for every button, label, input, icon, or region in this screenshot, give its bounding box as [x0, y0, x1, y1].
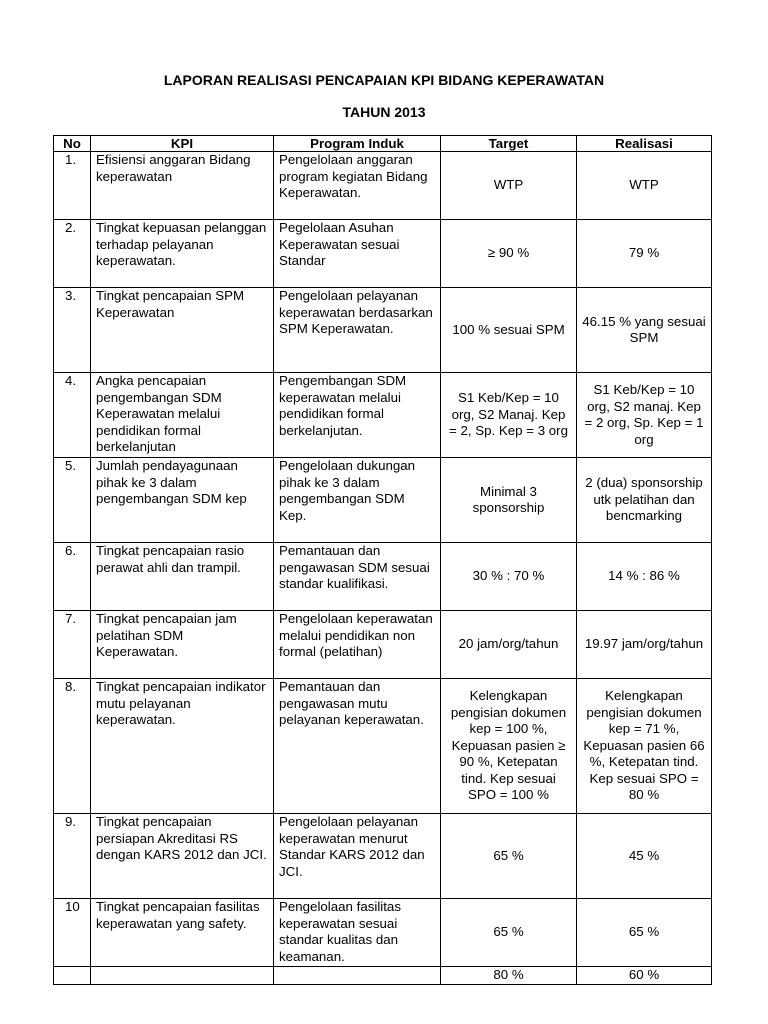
- header-target: Target: [441, 136, 577, 152]
- cell-kpi: Tingkat pencapaian indikator mutu pelayanan keperawatan.: [91, 679, 274, 814]
- table-row: [54, 899, 712, 967]
- cell-no: [54, 967, 91, 985]
- cell-kpi: Efisiensi anggaran Bidang keperawatan: [91, 152, 274, 220]
- table-row: [54, 458, 712, 543]
- header-kpi: KPI: [91, 136, 274, 152]
- cell-program: Pengelolaan pelayanan keperawatan menurut Standar KARS 2012 dan JCI.: [274, 814, 441, 899]
- table-row: [54, 814, 712, 899]
- cell-no: 9.: [54, 814, 91, 899]
- cell-no: 7.: [54, 611, 91, 679]
- cell-realisasi: 14 % : 86 %: [577, 543, 712, 611]
- cell-program: Pengelolaan pelayanan keperawatan berdasarkan SPM Keperawatan.: [274, 288, 441, 373]
- cell-realisasi: Kelengkapan pengisian dokumen kep = 71 %, Kepuasan pasien 66 %, Ketepatan tind. Kep sesuai SPO = 80 %: [577, 679, 712, 814]
- cell-kpi: Tingkat pencapaian persiapan Akreditasi RS dengan KARS 2012 dan JCI.: [91, 814, 274, 899]
- cell-no: 6.: [54, 543, 91, 611]
- cell-program: Pengelolaan keperawatan melalui pendidikan non formal (pelatihan): [274, 611, 441, 679]
- cell-no: 3.: [54, 288, 91, 373]
- cell-program: Pengelolaan fasilitas keperawatan sesuai standar kualitas dan keamanan.: [274, 899, 441, 967]
- kpi-table: [53, 135, 712, 985]
- cell-program: Pengelolaan dukungan pihak ke 3 dalam pengembangan SDM Kep.: [274, 458, 441, 543]
- cell-realisasi: WTP: [577, 152, 712, 220]
- cell-program: Pemantauan dan pengawasan mutu pelayanan keperawatan.: [274, 679, 441, 814]
- cell-program: Pemantauan dan pengawasan SDM sesuai standar kualifikasi.: [274, 543, 441, 611]
- cell-target: 65 %: [441, 814, 577, 899]
- cell-kpi: Tingkat pencapaian SPM Keperawatan: [91, 288, 274, 373]
- cell-realisasi: S1 Keb/Kep = 10 org, S2 manaj. Kep = 2 org, Sp. Kep = 1 org: [577, 373, 712, 458]
- cell-kpi: Tingkat kepuasan pelanggan terhadap pelayanan keperawatan.: [91, 220, 274, 288]
- cell-target: Minimal 3 sponsorship: [441, 458, 577, 543]
- cell-realisasi: 2 (dua) sponsorship utk pelatihan dan bencmarking: [577, 458, 712, 543]
- cell-realisasi: 46.15 % yang sesuai SPM: [577, 288, 712, 373]
- cell-kpi: Tingkat pencapaian fasilitas keperawatan yang safety.: [91, 899, 274, 967]
- cell-kpi: Tingkat pencapaian jam pelatihan SDM Keperawatan.: [91, 611, 274, 679]
- cell-target: S1 Keb/Kep = 10 org, S2 Manaj. Kep = 2, Sp. Kep = 3 org: [441, 373, 577, 458]
- cell-no: 1.: [54, 152, 91, 220]
- cell-kpi: Jumlah pendayagunaan pihak ke 3 dalam pengembangan SDM kep: [91, 458, 274, 543]
- report-year: TAHUN 2013: [342, 104, 426, 120]
- cell-target: Kelengkapan pengisian dokumen kep = 100 %, Kepuasan pasien ≥ 90 %, Ketepatan tind. Kep sesuai SPO = 100 %: [441, 679, 577, 814]
- cell-target: WTP: [441, 152, 577, 220]
- table-row: [54, 967, 712, 985]
- cell-target: 30 % : 70 %: [441, 543, 577, 611]
- cell-target: 65 %: [441, 899, 577, 967]
- cell-no: 8.: [54, 679, 91, 814]
- report-title: LAPORAN REALISASI PENCAPAIAN KPI BIDANG KEPERAWATAN: [163, 72, 605, 88]
- cell-kpi: Angka pencapaian pengembangan SDM Keperawatan melalui pendidikan formal berkelanjutan: [91, 373, 274, 458]
- cell-target: 80 %: [441, 967, 577, 985]
- cell-target: ≥ 90 %: [441, 220, 577, 288]
- cell-no: 5.: [54, 458, 91, 543]
- cell-program: Pengelolaan anggaran program kegiatan Bidang Keperawatan.: [274, 152, 441, 220]
- cell-program: Pengembangan SDM keperawatan melalui pendidikan formal berkelanjutan.: [274, 373, 441, 458]
- cell-realisasi: 60 %: [577, 967, 712, 985]
- cell-no: 10: [54, 899, 91, 967]
- header-realisasi: Realisasi: [577, 136, 712, 152]
- table-row: [54, 543, 712, 611]
- cell-program: [274, 967, 441, 985]
- table-row: [54, 373, 712, 458]
- header-program: Program Induk: [274, 136, 441, 152]
- cell-target: 20 jam/org/tahun: [441, 611, 577, 679]
- table-row: [54, 679, 712, 814]
- cell-target: 100 % sesuai SPM: [441, 288, 577, 373]
- cell-no: 2.: [54, 220, 91, 288]
- table-header-row: [54, 136, 712, 152]
- table-row: [54, 611, 712, 679]
- cell-program: Pegelolaan Asuhan Keperawatan sesuai Standar: [274, 220, 441, 288]
- cell-realisasi: 45 %: [577, 814, 712, 899]
- cell-realisasi: 79 %: [577, 220, 712, 288]
- cell-kpi: [91, 967, 274, 985]
- cell-realisasi: 65 %: [577, 899, 712, 967]
- cell-realisasi: 19.97 jam/org/tahun: [577, 611, 712, 679]
- cell-kpi: Tingkat pencapaian rasio perawat ahli dan trampil.: [91, 543, 274, 611]
- table-row: [54, 288, 712, 373]
- header-no: No: [54, 136, 91, 152]
- cell-no: 4.: [54, 373, 91, 458]
- table-row: [54, 152, 712, 220]
- table-row: [54, 220, 712, 288]
